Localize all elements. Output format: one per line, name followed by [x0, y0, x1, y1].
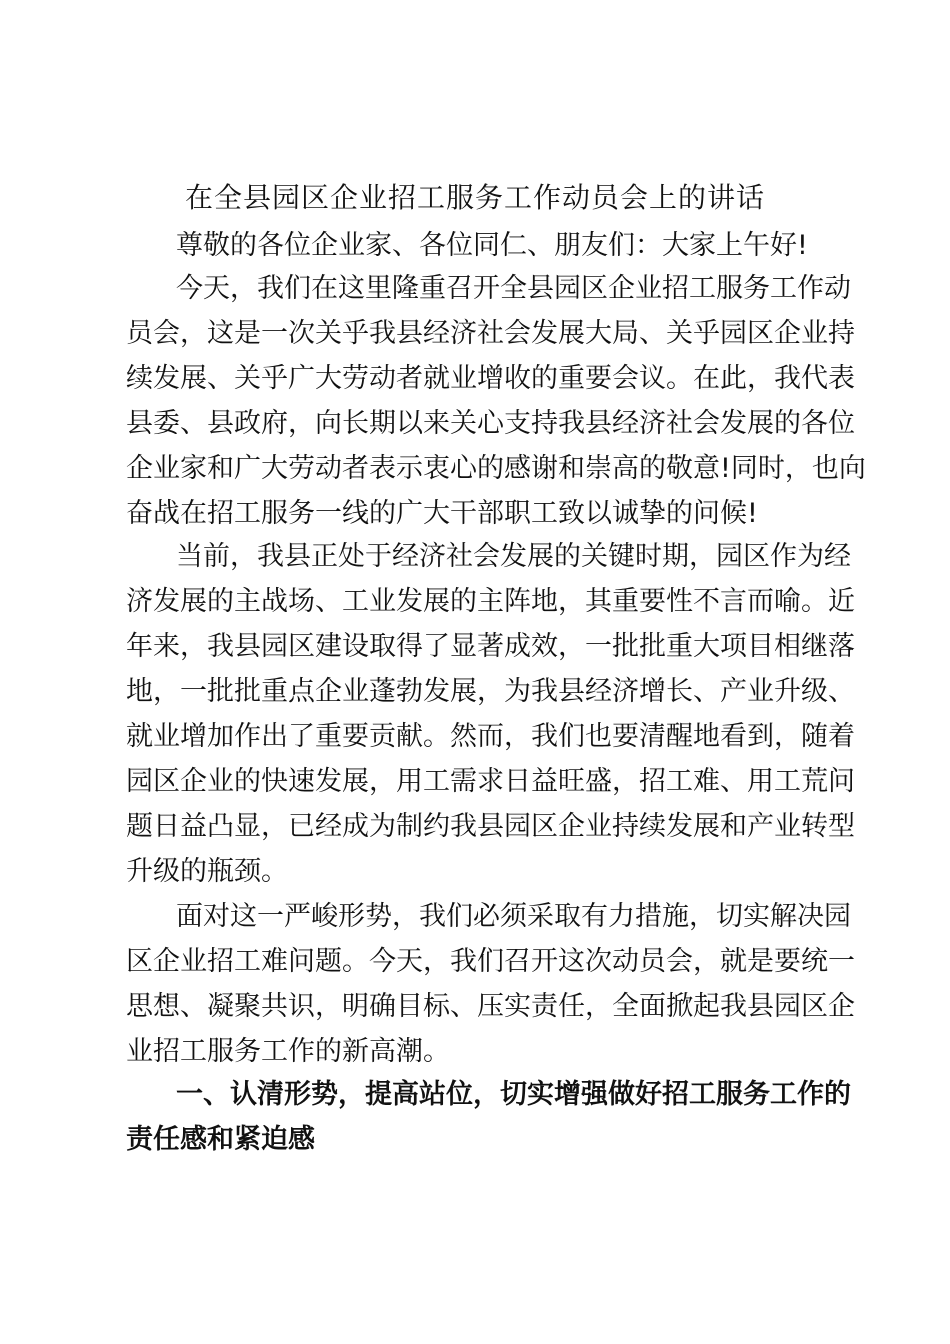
paragraph-line: 今天，我们在这里隆重召开全县园区企业招工服务工作动	[176, 273, 851, 304]
paragraph-current-situation	[126, 534, 855, 894]
paragraph-line: 年来，我县园区建设取得了显著成效，一批批重大项目相继落	[126, 631, 855, 662]
document-title: 在全县园区企业招工服务工作动员会上的讲话	[184, 181, 765, 214]
paragraph-line: 奋战在招工服务一线的广大干部职工致以诚挚的问候!	[126, 498, 758, 529]
section-heading-line: 责任感和紧迫感	[126, 1124, 315, 1155]
section-heading-line: 一、认清形势，提高站位，切实增强做好招工服务工作的	[176, 1079, 851, 1110]
paragraph-line: 员会，这是一次关乎我县经济社会发展大局、关乎园区企业持	[126, 318, 855, 349]
paragraph-line: 地，一批批重点企业蓬勃发展，为我县经济增长、产业升级、	[126, 676, 855, 707]
greeting-line: 尊敬的各位企业家、各位同仁、朋友们：大家上午好!	[176, 230, 808, 261]
paragraph-line: 济发展的主战场、工业发展的主阵地，其重要性不言而喻。近	[126, 586, 855, 617]
paragraph-line: 思想、凝聚共识，明确目标、压实责任，全面掀起我县园区企	[126, 991, 855, 1022]
paragraph-opening	[126, 266, 866, 536]
section-heading-one	[126, 1072, 851, 1162]
paragraph-line: 面对这一严峻形势，我们必须采取有力措施，切实解决园	[176, 901, 851, 932]
paragraph-line: 题日益凸显，已经成为制约我县园区企业持续发展和产业转型	[126, 811, 855, 842]
paragraph-line: 县委、县政府，向长期以来关心支持我县经济社会发展的各位	[126, 408, 855, 439]
paragraph-line: 园区企业的快速发展，用工需求日益旺盛，招工难、用工荒问	[126, 766, 855, 797]
paragraph-line: 区企业招工难问题。今天，我们召开这次动员会，就是要统一	[126, 946, 855, 977]
paragraph-line: 升级的瓶颈。	[126, 856, 288, 887]
paragraph-line: 当前，我县正处于经济社会发展的关键时期，园区作为经	[176, 541, 851, 572]
paragraph-line: 就业增加作出了重要贡献。然而，我们也要清醒地看到，随着	[126, 721, 855, 752]
paragraph-line: 业招工服务工作的新高潮。	[126, 1036, 450, 1067]
paragraph-line: 续发展、关乎广大劳动者就业增收的重要会议。在此，我代表	[126, 363, 855, 394]
paragraph-measures	[126, 894, 855, 1074]
paragraph-line: 企业家和广大劳动者表示衷心的感谢和崇高的敬意!同时，也向	[126, 453, 866, 484]
